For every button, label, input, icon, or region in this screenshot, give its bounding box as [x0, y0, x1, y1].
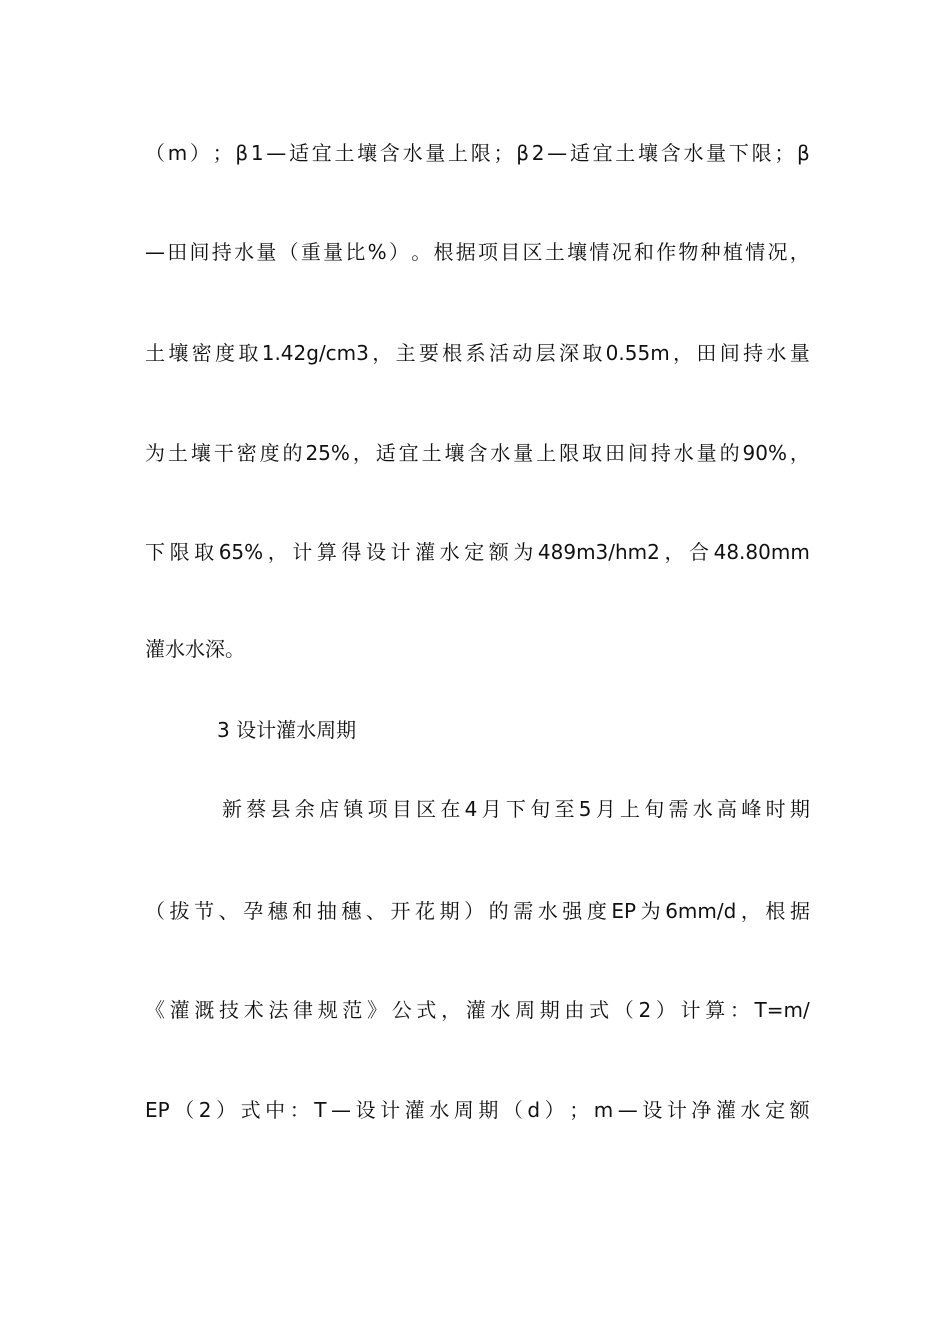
text-run: 水 [439, 540, 460, 564]
text-run: 系 [465, 341, 486, 365]
text-run: 计 [680, 998, 701, 1022]
text-run: 定 [464, 540, 485, 564]
text-run: 水 [429, 1098, 450, 1122]
text-run: 况 [767, 240, 788, 264]
text-run: 宜 [398, 441, 419, 465]
text-run: 田 [696, 341, 717, 365]
text-run: ， [789, 240, 810, 264]
text-run: 技 [219, 998, 240, 1022]
text-run: 层 [535, 341, 556, 365]
text-run: 水 [766, 341, 787, 365]
text-run: 项 [478, 240, 498, 264]
text-run: 4 [464, 797, 478, 821]
paragraph-line [145, 439, 810, 467]
text-run: 主 [395, 341, 416, 365]
text-run: 量 [513, 441, 534, 465]
text-run: 开 [390, 899, 411, 923]
text-run: ， [789, 441, 810, 465]
text-run: ） [655, 998, 676, 1022]
text-run: 根 [433, 240, 454, 264]
text-run: 下 [505, 797, 526, 821]
text-run: 峰 [741, 797, 762, 821]
text-run: 上 [619, 797, 640, 821]
text-run: 量 [789, 341, 810, 365]
text-run: 设 [642, 1098, 663, 1122]
text-run: 月 [595, 797, 616, 821]
text-run: 周 [453, 1098, 474, 1122]
text-run: 水 [537, 899, 558, 923]
text-run: （ [502, 1098, 523, 1122]
text-run: 在 [440, 797, 461, 821]
paragraph-line [145, 238, 810, 266]
paragraph-line [145, 996, 810, 1024]
text-run: % [367, 240, 387, 264]
text-run: 25% [305, 441, 350, 465]
text-run: m [167, 141, 188, 165]
text-run: 灌 [715, 1098, 736, 1122]
text-run: EP [145, 1098, 170, 1122]
text-run: 土 [544, 240, 565, 264]
text-run: 中 [265, 1098, 286, 1122]
text-run: ， [441, 998, 462, 1022]
text-run: 灌 [169, 998, 190, 1022]
text-run: 术 [243, 998, 264, 1022]
text-run: 余 [294, 797, 315, 821]
text-run: ） [189, 141, 210, 165]
text-run: 取 [582, 341, 603, 365]
text-run: 》 [367, 998, 388, 1022]
text-run: 情 [745, 240, 766, 264]
text-run: ， [352, 441, 373, 465]
text-run: 《 [145, 998, 165, 1022]
paragraph-line [145, 897, 810, 925]
text-run: 县 [270, 797, 291, 821]
text-run: 灌 [465, 998, 486, 1022]
text-run: 2 [638, 998, 652, 1022]
text-run: （ [174, 1098, 195, 1122]
text-run: 的 [719, 441, 740, 465]
text-run: 土 [615, 141, 636, 165]
text-run: （ [145, 141, 165, 165]
text-run: 取 [238, 341, 259, 365]
text-run: 度 [586, 899, 607, 923]
text-run: 净 [691, 1098, 712, 1122]
text-run: 持 [650, 441, 671, 465]
text-run: 密 [191, 341, 212, 365]
text-run: 489m3/hm2 [537, 540, 660, 564]
text-run: ； [212, 141, 233, 165]
text-run: 田 [604, 441, 625, 465]
text-run: 间 [719, 341, 740, 365]
text-run: ） [544, 1098, 565, 1122]
text-run: 度 [215, 341, 236, 365]
text-run: ； [774, 141, 795, 165]
text-run: 区 [416, 797, 437, 821]
text-run: 旬 [644, 797, 665, 821]
text-run: 算 [705, 998, 726, 1022]
text-run: 、 [365, 899, 386, 923]
text-run: 水 [490, 998, 511, 1022]
text-run: 新 [222, 797, 242, 821]
text-run: 物 [678, 240, 699, 264]
text-run: 壤 [168, 341, 189, 365]
text-run: 壤 [357, 141, 378, 165]
text-run: 宜 [311, 141, 332, 165]
text-run: 水 [490, 441, 511, 465]
paragraph-line [145, 1096, 810, 1124]
text-run: β [516, 141, 529, 165]
text-run: ； [569, 1098, 590, 1122]
text-run: 量 [706, 141, 727, 165]
text-run: 据 [789, 899, 810, 923]
text-run: ， [267, 540, 288, 564]
text-run: 蔡 [246, 797, 267, 821]
text-run: 为 [145, 441, 165, 465]
text-run: 取 [582, 441, 603, 465]
text-run: 5 [578, 797, 592, 821]
text-run: 设 [355, 1098, 376, 1122]
text-run: 土 [145, 341, 165, 365]
text-run: 镇 [343, 797, 364, 821]
text-run: 2 [531, 141, 545, 165]
text-run: 壤 [638, 141, 659, 165]
text-run: 目 [391, 797, 412, 821]
text-run: 范 [342, 998, 363, 1022]
text-run: 持 [211, 240, 232, 264]
text-run: 、 [218, 899, 239, 923]
text-run: ， [372, 341, 393, 365]
text-run: 式 [240, 1098, 261, 1122]
text-run: 由 [564, 998, 585, 1022]
text-run: 区 [522, 240, 543, 264]
text-run: （ [145, 899, 165, 923]
text-run: d [527, 1098, 541, 1122]
text-run: 持 [743, 341, 764, 365]
text-run: 周 [515, 998, 536, 1022]
text-run: 活 [488, 341, 509, 365]
text-run: 额 [789, 1098, 810, 1122]
text-run: 间 [627, 441, 648, 465]
text-run: 田 [167, 240, 188, 264]
text-run: ： [289, 1098, 310, 1122]
text-run: 灌 [415, 540, 436, 564]
text-run: 至 [554, 797, 575, 821]
text-run: ， [673, 341, 694, 365]
text-run: m [593, 1098, 614, 1122]
text-run: 高 [717, 797, 738, 821]
text-run: 0.55m [605, 341, 670, 365]
text-run: 含 [467, 441, 488, 465]
text-run: 限 [751, 141, 772, 165]
text-run: 作 [656, 240, 677, 264]
text-run: 节 [194, 899, 215, 923]
text-run: 的 [282, 441, 303, 465]
text-run: 限 [169, 540, 190, 564]
text-run: 量 [696, 441, 717, 465]
text-run: 计 [292, 540, 313, 564]
text-run: 情 [589, 240, 610, 264]
text-run: 拔 [169, 899, 190, 923]
text-run: 土 [167, 441, 188, 465]
text-run: 水 [683, 141, 704, 165]
text-run: 量 [256, 240, 277, 264]
text-run: 期 [478, 1098, 499, 1122]
text-run: T [314, 1098, 327, 1122]
text-run: 水 [692, 797, 713, 821]
text-run: 密 [236, 441, 257, 465]
text-run: 算 [316, 540, 337, 564]
text-run: 定 [765, 1098, 786, 1122]
text-run: ） [216, 1098, 237, 1122]
text-run: 律 [293, 998, 314, 1022]
text-run: 水 [740, 1098, 761, 1122]
text-run: 6mm/d [665, 899, 737, 923]
text-run: 2 [198, 1098, 212, 1122]
text-run: 强 [562, 899, 583, 923]
text-run: 期 [789, 797, 810, 821]
text-run: 期 [539, 998, 560, 1022]
text-run: 比 [345, 240, 366, 264]
text-run: 需 [668, 797, 689, 821]
text-run: ； [493, 141, 514, 165]
text-run: 合 [689, 540, 710, 564]
text-run: （ [278, 240, 299, 264]
text-run: 干 [213, 441, 234, 465]
text-run: — [547, 141, 568, 165]
text-run: 上 [536, 441, 557, 465]
text-run: 重 [300, 240, 321, 264]
text-run: 灌 [404, 1098, 425, 1122]
text-run: 设 [365, 540, 386, 564]
text-run: 土 [334, 141, 355, 165]
section-heading: 3 设计灌水周期 [217, 718, 357, 742]
text-run: 度 [259, 441, 280, 465]
text-run: EP [611, 899, 637, 923]
text-run: 花 [415, 899, 436, 923]
text-run: ） [388, 240, 409, 264]
text-run: 量 [323, 240, 344, 264]
text-run: 限 [559, 441, 580, 465]
text-run: ： [729, 998, 750, 1022]
text-run: 取 [194, 540, 215, 564]
text-run: 。 [411, 240, 432, 264]
text-run: 为 [640, 899, 661, 923]
text-run: 壤 [190, 441, 211, 465]
text-run: 和 [633, 240, 654, 264]
text-run: 含 [379, 141, 400, 165]
text-run: 下 [145, 540, 165, 564]
text-run: 溉 [194, 998, 215, 1022]
text-run: 间 [189, 240, 210, 264]
text-run: 适 [569, 141, 590, 165]
text-run: 旬 [530, 797, 551, 821]
text-run: 适 [375, 441, 396, 465]
text-run: 月 [481, 797, 502, 821]
text-run: 65% [218, 540, 264, 564]
paragraph-line [145, 538, 810, 566]
text-run: 种 [700, 240, 721, 264]
text-run: 店 [319, 797, 340, 821]
text-run: 据 [455, 240, 476, 264]
text-run: 时 [765, 797, 786, 821]
text-run: 深 [558, 341, 579, 365]
text-run: ， [740, 899, 761, 923]
text-run: 1 [250, 141, 264, 165]
text-run: 上 [448, 141, 469, 165]
text-run: 法 [268, 998, 289, 1022]
text-run: 动 [512, 341, 533, 365]
text-run: 壤 [567, 240, 588, 264]
text-run: 要 [418, 341, 439, 365]
text-run: 水 [673, 441, 694, 465]
text-run: 量 [425, 141, 446, 165]
text-run: 项 [367, 797, 388, 821]
text-run: T=m/ [754, 998, 810, 1022]
text-run: 期 [439, 899, 460, 923]
text-run: 为 [513, 540, 534, 564]
text-run: （ [613, 998, 634, 1022]
text-run: 根 [442, 341, 463, 365]
text-run: 目 [500, 240, 521, 264]
text-run: 限 [470, 141, 491, 165]
paragraph-line [145, 139, 810, 167]
text-run: 土 [421, 441, 442, 465]
text-run: — [266, 141, 287, 165]
text-run: β [797, 141, 810, 165]
text-run: 计 [666, 1098, 687, 1122]
text-run: 式 [416, 998, 437, 1022]
text-run: 计 [390, 540, 411, 564]
text-run: 式 [589, 998, 610, 1022]
paragraph-line [222, 795, 810, 823]
text-run: 的 [488, 899, 509, 923]
text-run: 48.80mm [713, 540, 810, 564]
text-run: 况 [611, 240, 632, 264]
text-run: β [235, 141, 249, 165]
text-run: 规 [317, 998, 338, 1022]
text-run: 需 [513, 899, 534, 923]
paragraph-line: 灌水水深。 [145, 637, 245, 661]
text-run: ， [664, 540, 685, 564]
text-run: 壤 [444, 441, 465, 465]
text-run: 水 [402, 141, 423, 165]
text-run: 孕 [243, 899, 264, 923]
text-run: 水 [234, 240, 255, 264]
text-run: 得 [341, 540, 362, 564]
text-run: — [617, 1098, 638, 1122]
paragraph-line [145, 339, 810, 367]
text-run: 适 [289, 141, 310, 165]
text-run: 宜 [592, 141, 613, 165]
text-run: 含 [660, 141, 681, 165]
text-run: 穗 [267, 899, 288, 923]
text-run: 植 [722, 240, 743, 264]
text-run: 抽 [316, 899, 337, 923]
text-run: 额 [488, 540, 509, 564]
text-run: — [331, 1098, 352, 1122]
text-run: 90% [742, 441, 787, 465]
text-run: 根 [765, 899, 786, 923]
text-run: — [145, 240, 165, 264]
text-run: 1.42g/cm3 [261, 341, 369, 365]
text-run: 和 [292, 899, 313, 923]
text-run: 穗 [341, 899, 362, 923]
text-run: ） [464, 899, 485, 923]
text-run: 计 [380, 1098, 401, 1122]
text-run: 公 [391, 998, 412, 1022]
text-run: 下 [728, 141, 749, 165]
